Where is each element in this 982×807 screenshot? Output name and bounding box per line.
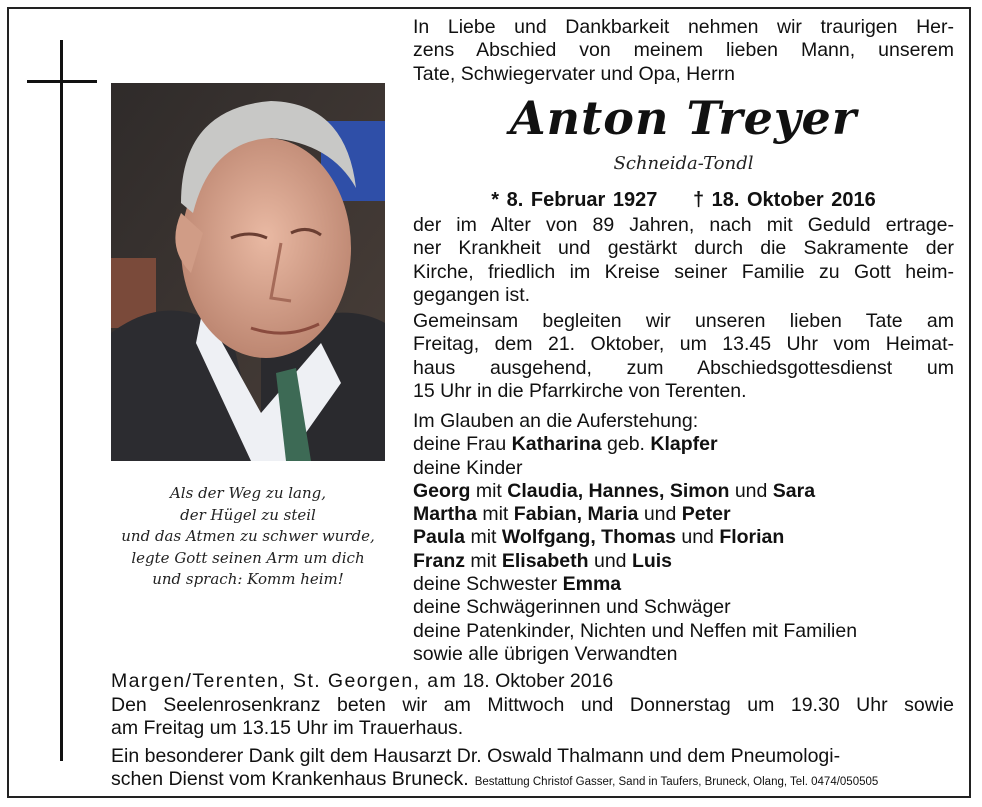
family-line: deine Schwägerinnen und Schwäger	[413, 596, 731, 619]
poem-line: Als der Weg zu lang,	[169, 484, 327, 502]
rosary-text	[111, 694, 954, 741]
cross-icon-bar	[27, 80, 97, 83]
rosary-line: Den Seelenrosenkranz beten wir am Mittwoch und Donnerstag um 19.30 Uhr sowie	[111, 694, 954, 716]
thanks-text	[111, 745, 954, 795]
poem-line: und das Atmen zu schwer wurde,	[121, 527, 375, 545]
poem-line: legte Gott seinen Arm um dich	[131, 548, 365, 567]
family-line: deine Schwester Emma	[413, 573, 622, 596]
place: Margen/Terenten, St. Georgen, am	[111, 670, 458, 692]
birth-date: * 8. Februar 1927	[491, 189, 658, 211]
undertaker-info: Bestattung Christof Gasser, Sand in Taufers, Bruneck, Olang, Tel. 0474/050505	[474, 776, 879, 789]
family-line: Franz mit Elisabeth und Luis	[413, 549, 673, 572]
death-date: † 18. Oktober 2016	[692, 189, 876, 211]
cross-icon	[60, 40, 63, 761]
passing-line: Kirche, friedlich im Kreise seiner Familie zu Gott heim-	[413, 260, 954, 283]
passing-line: der im Alter von 89 Jahren, nach mit Geduld ertrage-	[413, 214, 954, 236]
notice-date: 18. Oktober 2016	[462, 670, 614, 692]
passing-text	[413, 214, 954, 307]
portrait-photo	[111, 83, 385, 461]
poem	[111, 483, 385, 591]
poem-line: der Hügel zu steil	[180, 505, 316, 524]
intro-text	[413, 16, 954, 86]
intro-line: In Liebe und Dankbarkeit nehmen wir traurigen Her-	[413, 16, 954, 38]
family-line: Georg mit Claudia, Hannes, Simon und Sara	[413, 479, 816, 502]
family-line: deine Patenkinder, Nichten und Neffen mit Familien	[413, 619, 858, 642]
family-line: deine Frau Katharina geb. Klapfer	[413, 433, 718, 456]
place-date-line	[111, 670, 954, 693]
passing-line: ner Krankheit und gestärkt durch die Sakramente der	[413, 237, 954, 260]
thanks-line: Ein besonderer Dank gilt dem Hausarzt Dr. Oswald Thalmann und dem Pneumologi-	[111, 745, 841, 767]
family-list	[413, 410, 954, 666]
life-dates	[413, 188, 954, 212]
rosary-line: am Freitag um 13.15 Uhr im Trauerhaus.	[111, 717, 464, 740]
poem-line: und sprach: Komm heim!	[152, 570, 344, 588]
funeral-line: 15 Uhr in die Pfarrkirche von Terenten.	[413, 379, 747, 402]
thanks-line: schen Dienst vom Krankenhaus Bruneck. Bestattung Christof Gasser, Sand in Taufers, Bruneck, Olang, Tel. 0474/050505	[111, 768, 879, 791]
funeral-line: Gemeinsam begleiten wir unseren lieben Tate am	[413, 310, 954, 332]
family-line: Im Glauben an die Auferstehung:	[413, 410, 699, 432]
intro-line: Tate, Schwiegervater und Opa, Herrn	[413, 62, 735, 85]
funeral-line: Freitag, dem 21. Oktober, um 13.45 Uhr vom Heimat-	[413, 333, 954, 356]
deceased-name: Anton Treyer	[509, 91, 858, 145]
funeral-line: haus ausgehend, zum Abschiedsgottesdienst um	[413, 356, 954, 379]
intro-line: zens Abschied von meinem lieben Mann, unserem	[413, 39, 954, 62]
family-line: Martha mit Fabian, Maria und Peter	[413, 503, 731, 526]
family-line: sowie alle übrigen Verwandten	[413, 642, 678, 665]
portrait-photo-illustration	[111, 83, 385, 461]
family-line: Paula mit Wolfgang, Thomas und Florian	[413, 526, 785, 549]
deceased-nickname: Schneida-Tondl	[613, 153, 754, 174]
passing-line: gegangen ist.	[413, 283, 531, 306]
funeral-text	[413, 310, 954, 403]
family-line: deine Kinder	[413, 456, 523, 479]
